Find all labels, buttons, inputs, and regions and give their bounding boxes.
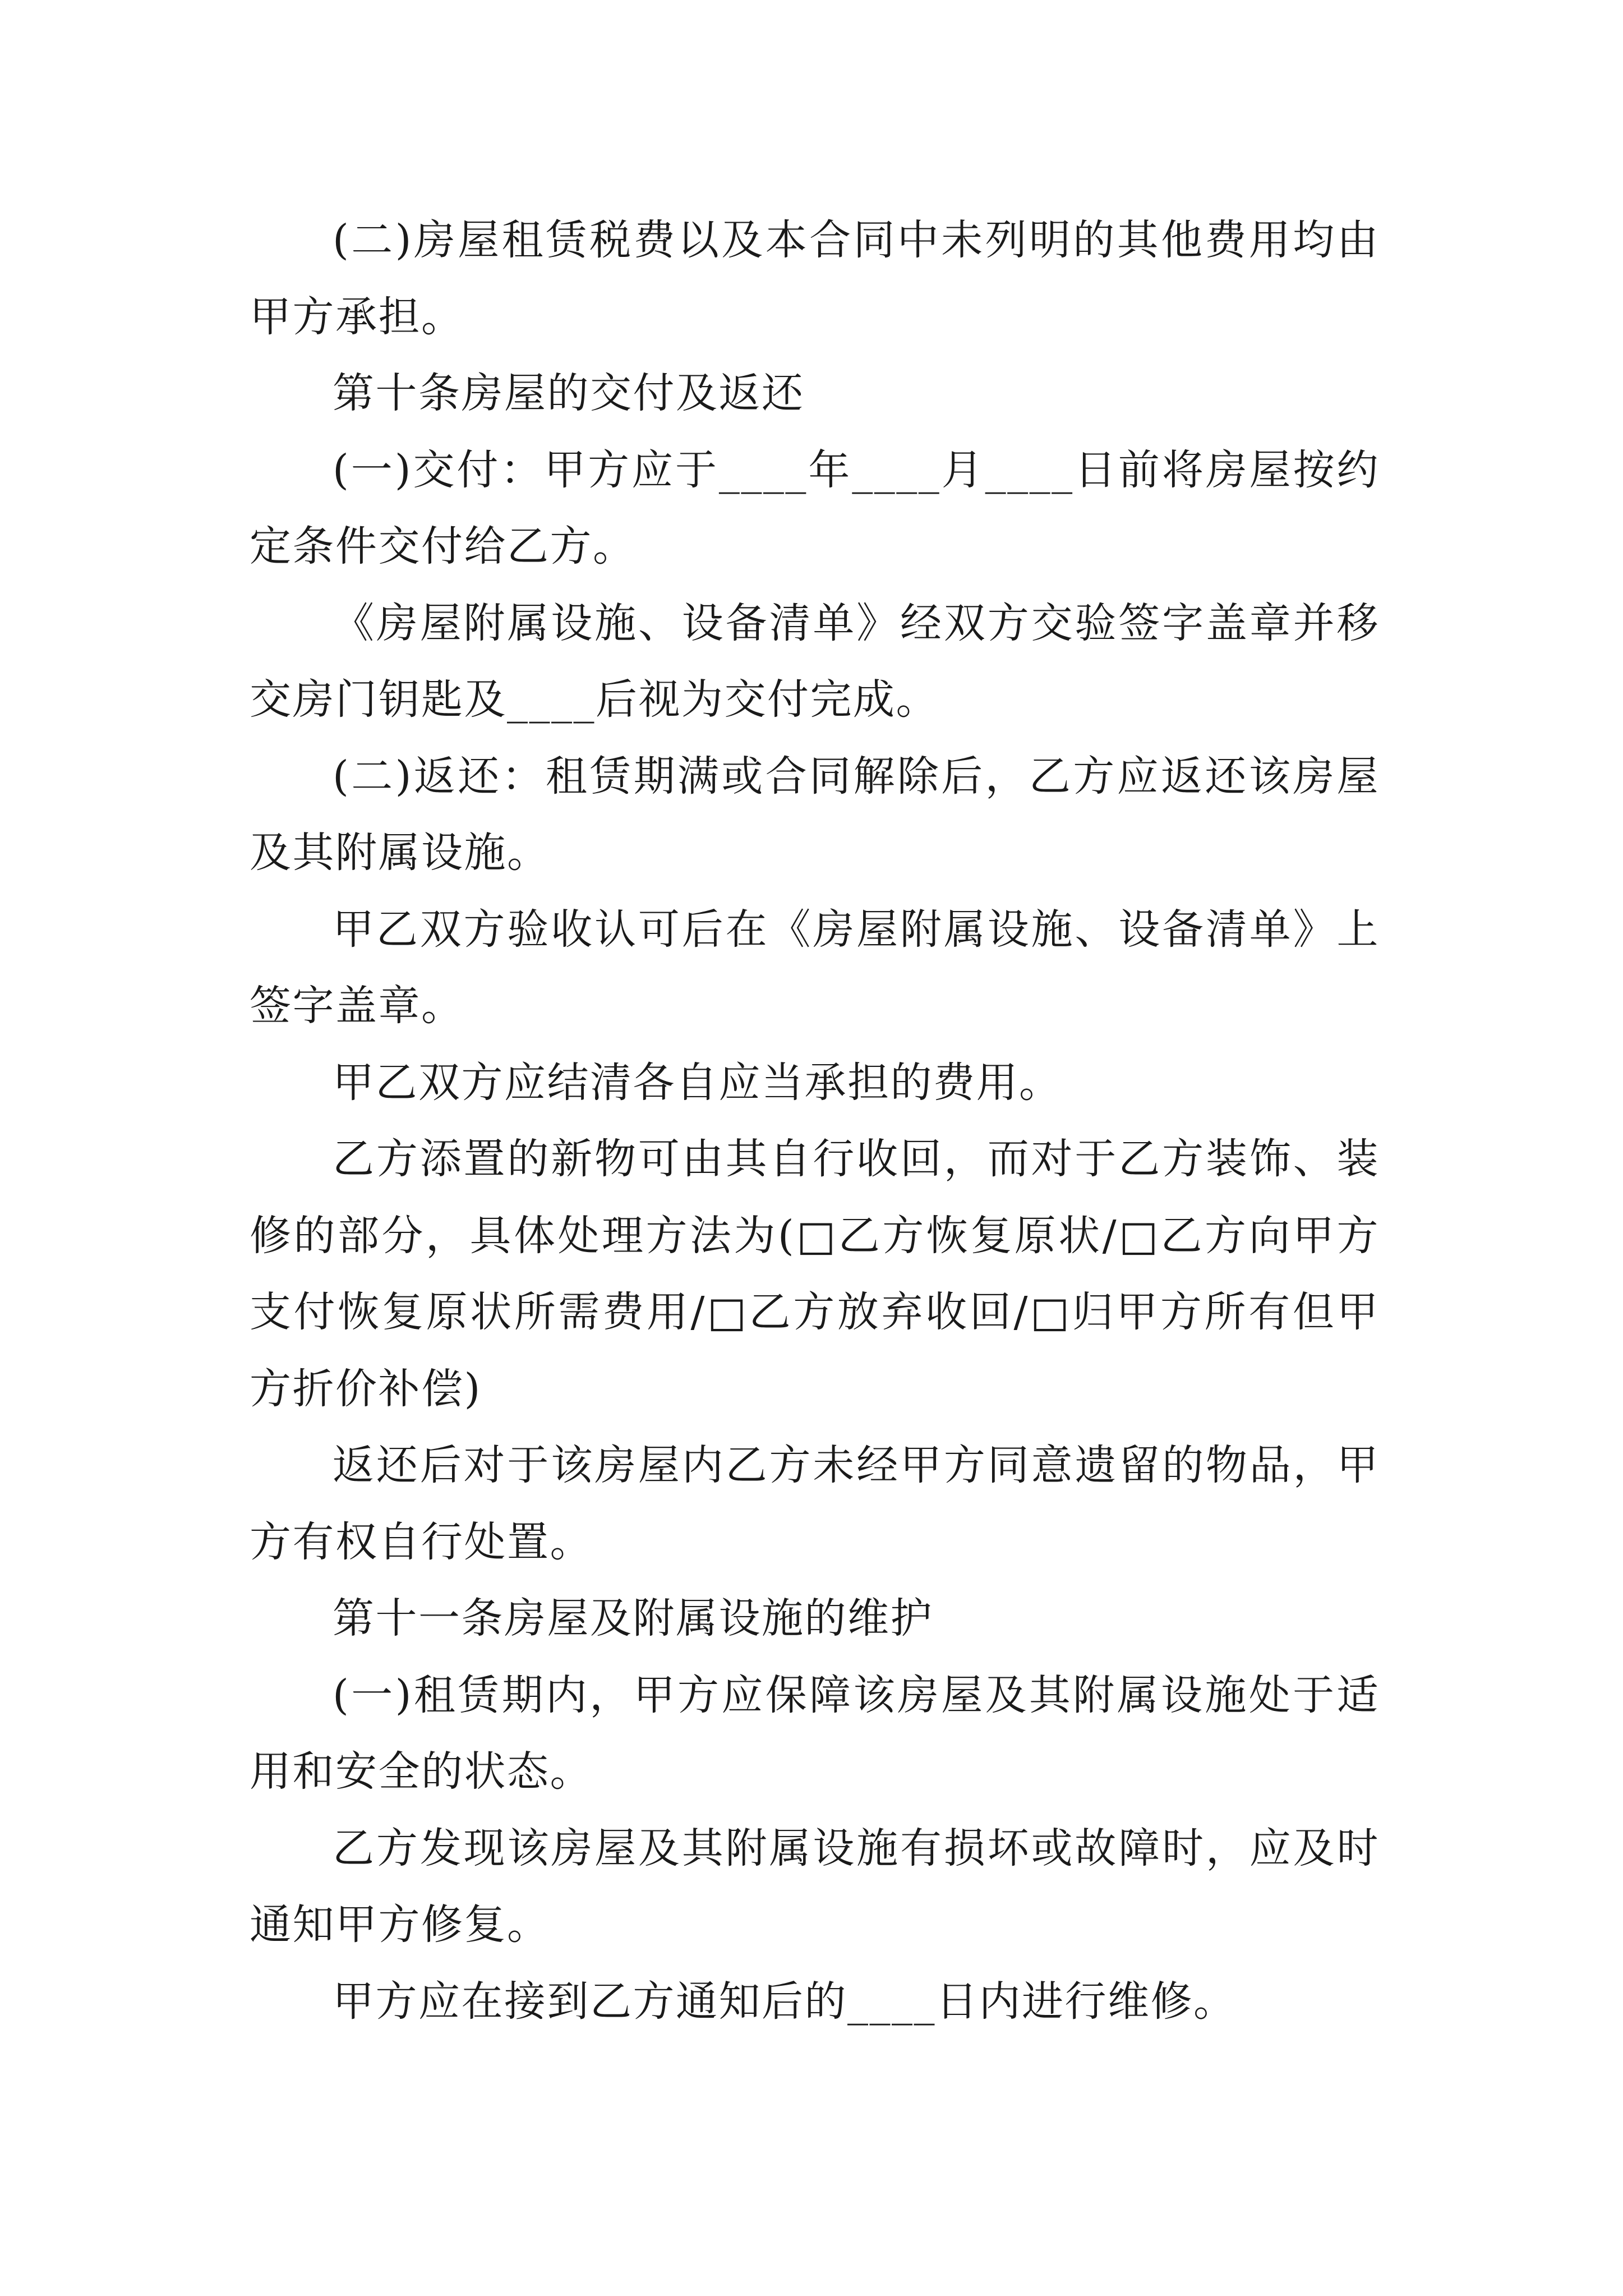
heading-article-10: 第十条房屋的交付及返还 — [333, 369, 805, 417]
paragraph-left-items: 返还后对于该房屋内乙方未经甲方同意遗留的物品，甲方有权自行处置。 — [250, 1441, 1380, 1566]
paragraph-damage-notice: 乙方发现该房屋及其附属设施有损坏或故障时，应及时通知甲方修复。 — [250, 1824, 1380, 1949]
paragraph-settle-fees: 甲乙双方应结清各自应当承担的费用。 — [333, 1058, 1062, 1107]
document-body — [250, 202, 1380, 2040]
paragraph-maintenance-guarantee: (一)租赁期内，甲方应保障该房屋及其附属设施处于适用和安全的状态。 — [250, 1671, 1380, 1796]
paragraph-decoration-handling: 乙方添置的新物可由其自行收回，而对于乙方装饰、装修的部分，具体处理方法为(□乙方恢复原状/□乙方向甲方支付恢复原状所需费用/□乙方放弃收回/□归甲方所有但甲方折价补偿) — [250, 1135, 1380, 1413]
paragraph-delivery: (一)交付：甲方应于____年____月____日前将房屋按约定条件交付给乙方。 — [250, 445, 1380, 570]
paragraph-delivery-complete: 《房屋附属设施、设备清单》经双方交验签字盖章并移交房门钥匙及____后视为交付完成。 — [250, 599, 1380, 724]
heading-article-11: 第十一条房屋及附属设施的维护 — [333, 1594, 933, 1642]
paragraph-return: (二)返还：租赁期满或合同解除后，乙方应返还该房屋及其附属设施。 — [250, 752, 1380, 877]
paragraph-acceptance: 甲乙双方验收认可后在《房屋附属设施、设备清单》上签字盖章。 — [250, 905, 1380, 1030]
paragraph-tax-fees: (二)房屋租赁税费以及本合同中未列明的其他费用均由甲方承担。 — [250, 216, 1380, 341]
paragraph-repair-deadline: 甲方应在接到乙方通知后的____日内进行维修。 — [333, 1977, 1237, 2026]
